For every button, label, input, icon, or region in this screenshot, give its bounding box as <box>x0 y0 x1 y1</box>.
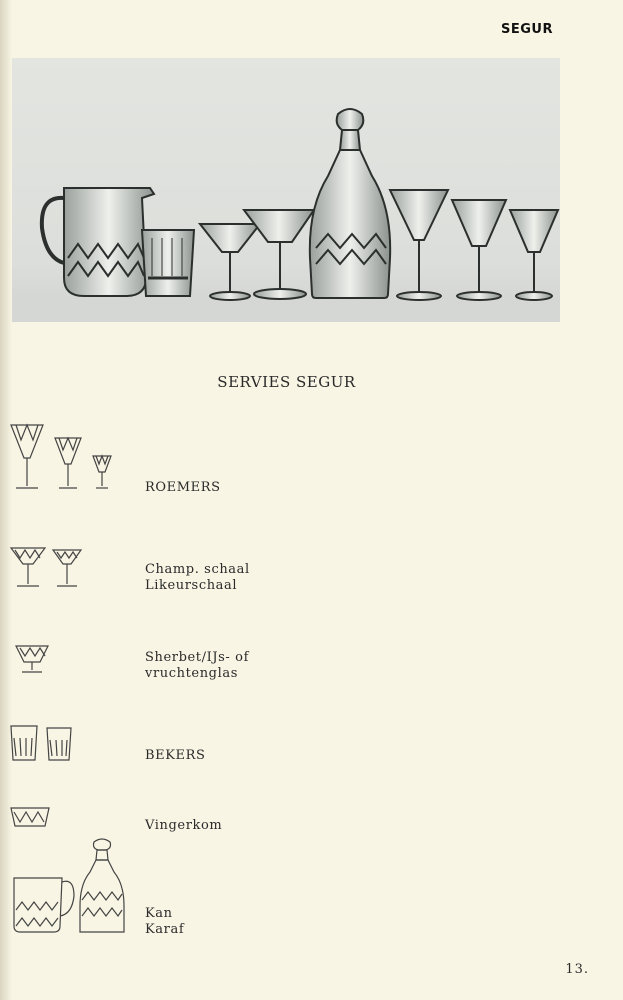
finger-bowl-icon <box>8 804 128 834</box>
item-label: Champ. schaal Likeurschaal <box>145 562 250 593</box>
tumblers-icon <box>8 722 128 767</box>
item-label: BEKERS <box>145 748 206 763</box>
item-label: Kan Karaf <box>145 906 185 937</box>
item-label: ROEMERS <box>145 480 221 495</box>
section-title: SERVIES SEGUR <box>217 373 356 391</box>
page-number: 13. <box>565 962 589 977</box>
champagne-glasses-icon <box>8 542 128 592</box>
item-label: Sherbet/IJs- of vruchtenglas <box>145 650 249 681</box>
glassware-photo <box>12 58 560 322</box>
wine-glasses-icon <box>8 420 128 495</box>
page-header-title: SEGUR <box>501 22 553 37</box>
glassware-photo-icon <box>12 58 560 322</box>
jug-decanter-icon <box>8 836 138 936</box>
item-label: Vingerkom <box>145 818 223 833</box>
sherbet-glass-icon <box>8 642 128 682</box>
